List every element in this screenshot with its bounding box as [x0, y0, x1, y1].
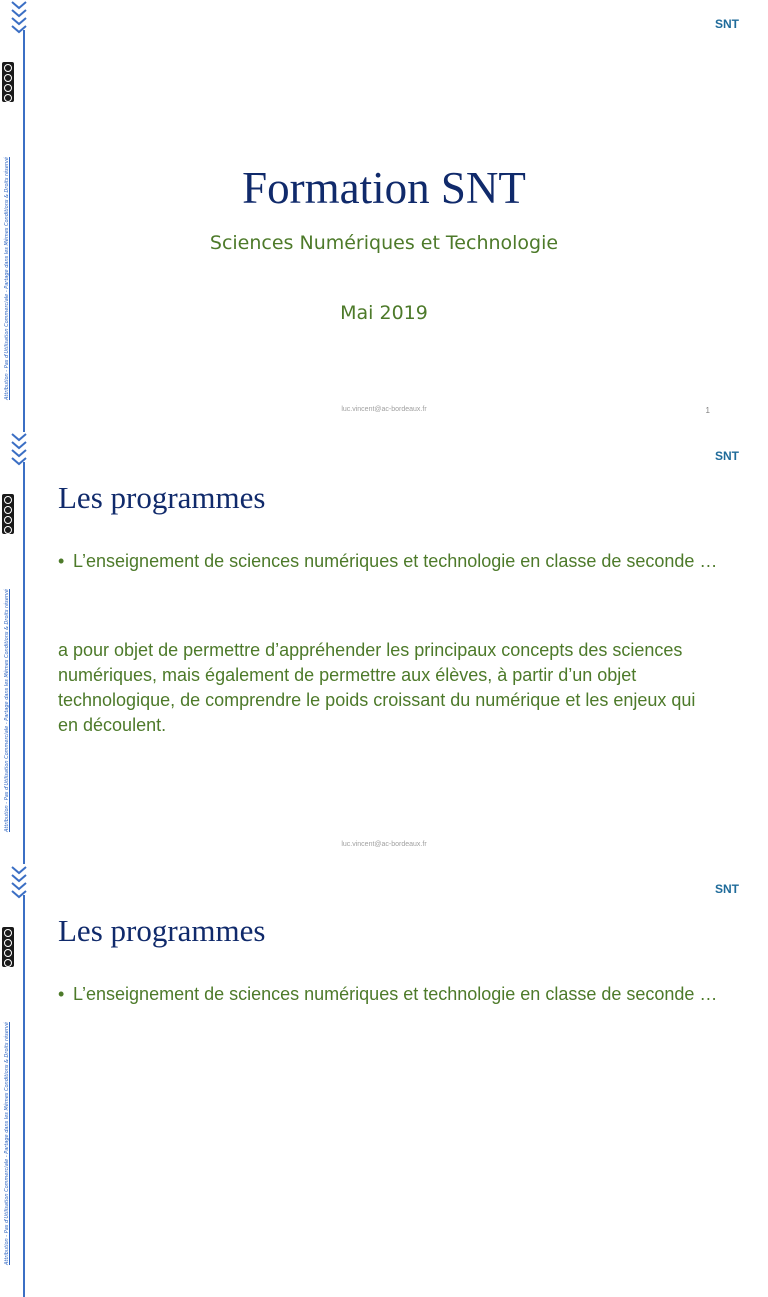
- license-link[interactable]: Attribution - Pas d'Utilisation Commerciale - Partage dans les Mêmes Conditions & Droits réservé: [4, 589, 10, 832]
- creative-commons-icon: [2, 62, 14, 102]
- bullet-item: [58, 549, 718, 574]
- snt-tag: SNT: [715, 17, 739, 31]
- bullet-item: [58, 982, 718, 1007]
- slide-3: [0, 865, 768, 1265]
- accent-line: [23, 30, 25, 432]
- subtitle: Sciences Numériques et Technologie: [209, 232, 559, 254]
- slide-heading: Les programmes: [58, 913, 266, 948]
- snt-tag: SNT: [715, 449, 739, 463]
- slide-side-bar: [0, 432, 34, 864]
- date: Mai 2019: [340, 302, 428, 324]
- page-title: Formation SNT: [242, 163, 526, 213]
- chevron-stack-icon: [9, 0, 29, 40]
- slide-side-bar: [0, 865, 34, 1265]
- license-link[interactable]: Attribution - Pas d'Utilisation Commerciale - Partage dans les Mêmes Conditions & Droits réservé: [4, 1022, 10, 1265]
- chevron-stack-icon: [9, 432, 29, 472]
- chevron-stack-icon: [9, 865, 29, 905]
- body-paragraph: a pour objet de permettre d’appréhender les principaux concepts des sciences numériques, mais également de permettre aux élèves, à partir d’un objet technologique, de comprendre le poids croissant du numérique et les enjeux qui en découlent.: [58, 640, 696, 735]
- slide-side-bar: [0, 0, 34, 432]
- bullet-text: L’enseignement de sciences numériques et technologie en classe de seconde …: [73, 984, 718, 1004]
- bullet-text: L’enseignement de sciences numériques et technologie en classe de seconde …: [73, 551, 718, 571]
- creative-commons-icon: [2, 927, 14, 967]
- footer-email: luc.vincent@ac-bordeaux.fr: [341, 841, 427, 848]
- slide-heading: Les programmes: [58, 480, 266, 515]
- slide-2: [0, 432, 768, 864]
- bullet-marker: •: [58, 551, 65, 571]
- snt-tag: SNT: [715, 882, 739, 896]
- accent-line: [23, 895, 25, 1297]
- page-number: 1: [705, 406, 710, 415]
- license-link[interactable]: Attribution - Pas d'Utilisation Commerciale - Partage dans les Mêmes Conditions & Droits réservé: [4, 157, 10, 400]
- creative-commons-icon: [2, 494, 14, 534]
- accent-line: [23, 462, 25, 864]
- footer-email: luc.vincent@ac-bordeaux.fr: [341, 406, 427, 413]
- bullet-marker: •: [58, 984, 65, 1004]
- slide-1: [0, 0, 768, 432]
